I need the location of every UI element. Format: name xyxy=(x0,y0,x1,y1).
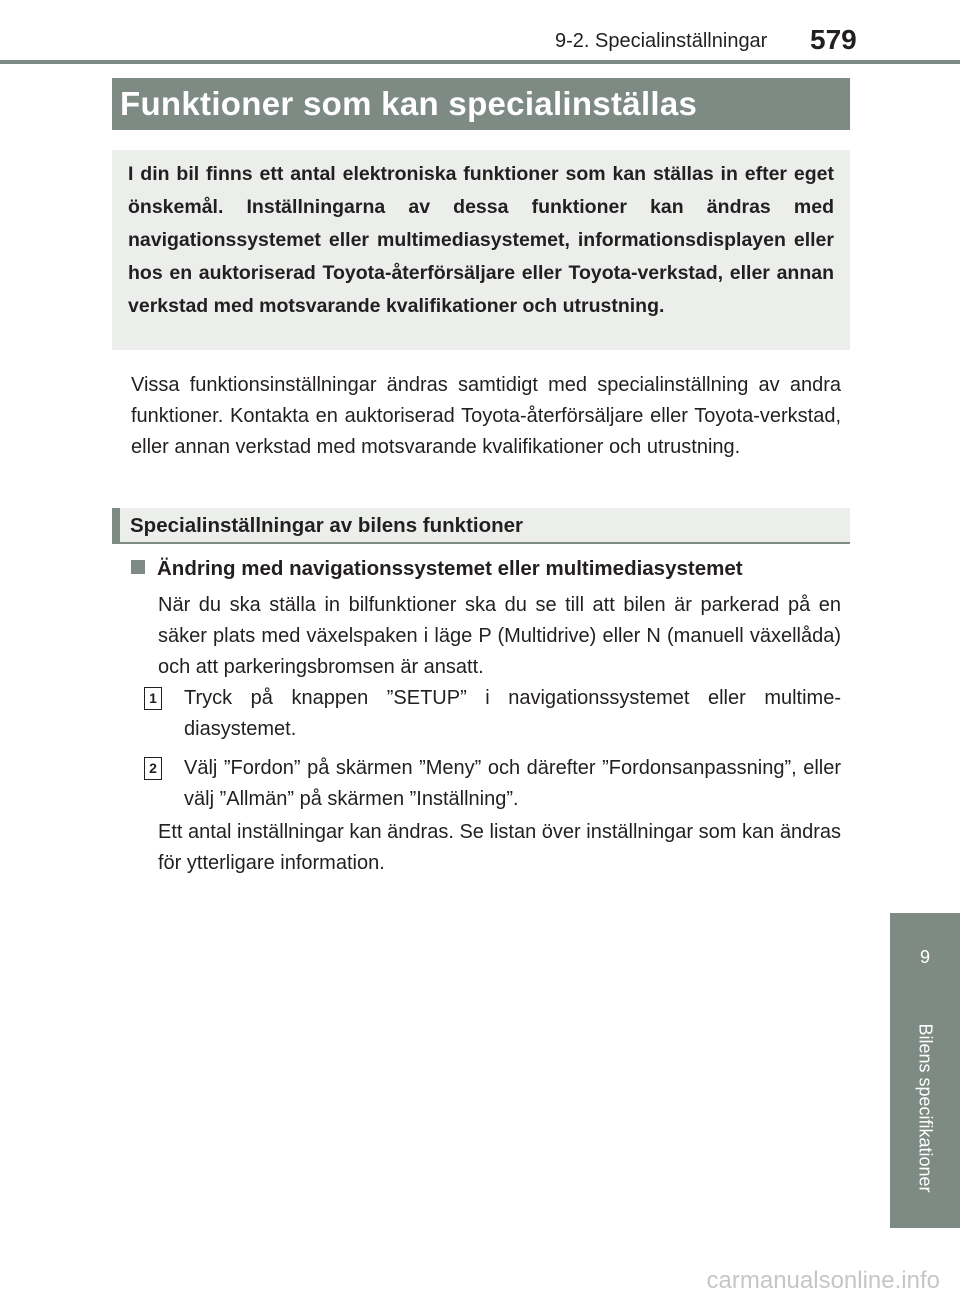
step-number-badge: 2 xyxy=(144,757,162,780)
square-bullet-icon xyxy=(131,560,145,574)
chapter-name: Bilens specifikationer xyxy=(915,1023,936,1193)
page-title: Funktioner som kan specialinställas xyxy=(112,78,850,130)
step-2 xyxy=(144,753,841,815)
page-number: 579 xyxy=(810,24,857,55)
step-text: Välj ”Fordon” på skärmen ”Meny” och därefter ”Fordonsanpassning”, eller välj ”Allmän” på skärmen ”Inställning”. xyxy=(184,757,841,810)
intro-box xyxy=(112,150,850,350)
step-number-badge: 1 xyxy=(144,687,162,710)
closing-paragraph: Ett antal inställningar kan ändras. Se listan över inställningar som kan ändras för ytterligare information. xyxy=(158,821,841,874)
sub-subheading xyxy=(131,554,743,584)
chapter-number: 9 xyxy=(919,947,930,967)
step-text: Tryck på knappen ”SETUP” i navigationssystemet eller multimediasystemet. xyxy=(184,687,841,740)
chapter-side-tab xyxy=(890,913,960,1228)
sub-subheading-text: Ändring med navigationssystemet eller multimediasystemet xyxy=(157,557,743,580)
header-rule xyxy=(0,60,960,64)
section-subheading: Specialinställningar av bilens funktioner xyxy=(112,508,850,544)
body-paragraph: Vissa funktionsinställningar ändras samtidigt med specialinställning av andra funktioner. Kontakta en auktoriserad Toyota-återförsäljare eller Toyota-verkstad, eller annan verkstad med motsvarande kvalifikationer och utrustning. xyxy=(131,374,841,458)
instruction-paragraph: När du ska ställa in bilfunktioner ska du se till att bilen är parkerad på en säker plats med växelspaken i läge P (Multidrive) eller N (manuell växellåda) och att parkeringsbromsen är ansatt. xyxy=(158,594,841,678)
watermark: carmanualsonline.info xyxy=(706,1267,940,1294)
step-1 xyxy=(144,683,841,745)
intro-text: I din bil finns ett antal elektroniska funktioner som kan ställas in efter eget önskemål. Inställningarna av dessa funktioner kan ändras med navigationssystemet eller multimediasystemet, informationsdisplayen eller hos en auktoriserad Toyota-återförsäljare eller Toyota-verkstad, eller annan verkstad med motsvarande kvalifikationer och utrustning. xyxy=(128,163,834,317)
running-header-section: 9-2. Specialinställningar xyxy=(555,30,768,52)
